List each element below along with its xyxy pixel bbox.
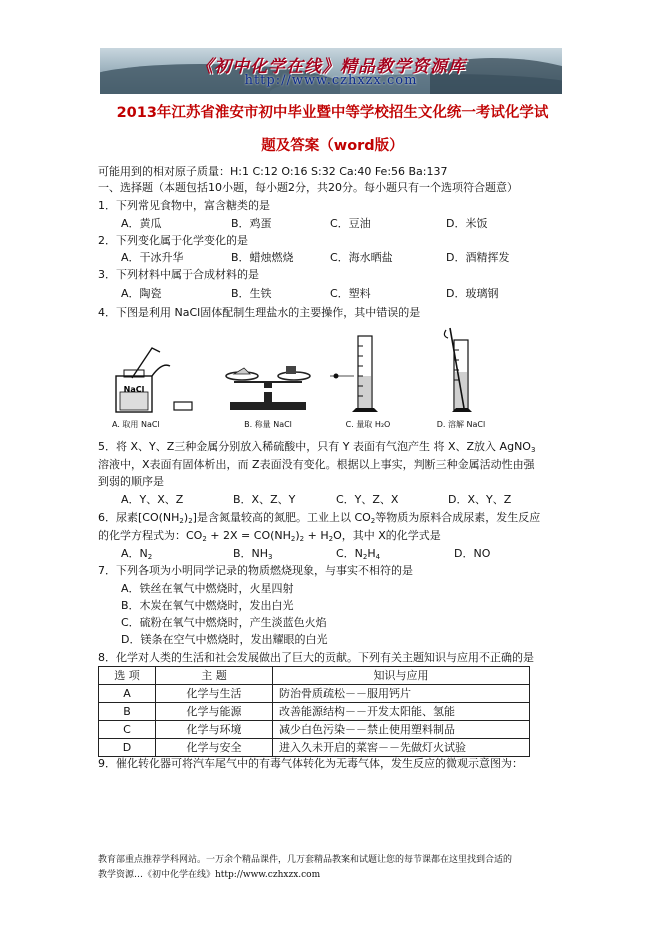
question-7-option-a[interactable]: A．铁丝在氧气中燃烧时，火星四射: [121, 582, 294, 595]
question-2-option-c[interactable]: C．海水晒盐: [330, 251, 393, 264]
question-8-table: [98, 666, 530, 757]
banner-url[interactable]: http://www.czhxzx.com: [244, 73, 418, 88]
question-9-stem: 9．催化转化器可将汽车尾气中的有毒气体转化为无毒气体，发生反应的微观示意图为：: [98, 757, 523, 770]
table-cell-knowledge: 防治骨质疏松－－服用钙片: [273, 685, 530, 703]
question-7-option-b[interactable]: B．木炭在氧气中燃烧时，发出白光: [121, 599, 294, 612]
question-3-option-c[interactable]: C．塑料: [330, 287, 371, 300]
graduated-cylinder-drawing: [330, 326, 406, 418]
figure-c-measure-water[interactable]: [330, 326, 406, 430]
question-4-figure-row: [112, 326, 492, 430]
table-cell-knowledge: 改善能源结构－－开发太阳能、氢能: [273, 703, 530, 721]
question-2-option-b[interactable]: B．蜡烛燃烧: [231, 251, 294, 264]
question-7-stem: 7．下列各项为小明同学记录的物质燃烧现象，与事实不相符的是: [98, 564, 413, 577]
table-cell-topic: 化学与能源: [156, 703, 273, 721]
balance-drawing: [220, 326, 316, 418]
table-cell-option: B: [99, 703, 156, 721]
question-2-option-d[interactable]: D．酒精挥发: [446, 251, 510, 264]
question-5-line1: 5．将 X、Y、Z三种金属分别放入稀硫酸中，只有 Y 表面有气泡产生 将 X、Z放入 AgNO$_3$: [98, 440, 536, 454]
question-5-option-a[interactable]: A．Y、X、Z: [121, 493, 184, 506]
section-heading: 一、选择题（本题包括10小题，每小题2分，共20分。每小题只有一个选项符合题意）: [98, 181, 518, 194]
question-6-option-c[interactable]: C．$N_2H_4$: [336, 547, 381, 561]
question-7-option-d[interactable]: D．镁条在空气中燃烧时，发出耀眼的白光: [121, 633, 328, 646]
figure-d-caption: D. 溶解 NaCl: [436, 420, 486, 429]
question-3-option-b[interactable]: B．生铁: [231, 287, 272, 300]
figure-a-take-nacl[interactable]: [112, 326, 204, 430]
question-7-option-c[interactable]: C．硫粉在氧气中燃烧时，产生淡蓝色火焰: [121, 616, 327, 629]
figure-a-caption: A. 取用 NaCl: [112, 420, 160, 429]
table-header-knowledge: 知识与应用: [273, 667, 530, 685]
table-row[interactable]: [99, 721, 530, 739]
question-5-option-c[interactable]: C．Y、Z、X: [336, 493, 399, 506]
footer-line1: 教育部重点推荐学科网站。一万余个精品课件，几万套精品教案和试题让您的每节课都在这里找到合适的: [98, 855, 513, 865]
header-banner: [100, 48, 562, 94]
question-6-line1: 6．尿素$[CO(NH_2)_2]$是含氮量较高的氮肥。工业上以 $CO_2$等物质为原料合成尿素，发生反应: [98, 511, 541, 525]
document-title-line1: 2013年江苏省淮安市初中毕业暨中等学校招生文化统一考试化学试: [116, 105, 549, 121]
bottle-and-spatula-drawing: [112, 326, 204, 418]
question-1-stem: 1．下列常见食物中，富含糖类的是: [98, 199, 270, 212]
question-5-option-d[interactable]: D．X、Y、Z: [448, 493, 512, 506]
question-1-option-c[interactable]: C．豆油: [330, 217, 371, 230]
question-1-option-d[interactable]: D．米饭: [446, 217, 488, 230]
question-5-line3: 到弱的顺序是: [98, 475, 164, 488]
question-2-stem: 2．下列变化属于化学变化的是: [98, 234, 248, 247]
figure-b-weigh-nacl[interactable]: [220, 326, 316, 430]
table-header-row: [99, 667, 530, 685]
document-title-line2: 题及答案（word版）: [261, 138, 404, 154]
table-row[interactable]: [99, 685, 530, 703]
question-8-stem: 8．化学对人类的生活和社会发展做出了巨大的贡献。下列有关主题知识与应用不正确的是: [98, 651, 534, 664]
question-6-option-b[interactable]: B．$NH_3$: [233, 547, 273, 561]
table-cell-topic: 化学与环境: [156, 721, 273, 739]
figure-c-caption: C. 量取 H₂O: [345, 420, 391, 429]
table-cell-topic: 化学与生活: [156, 685, 273, 703]
question-5-option-b[interactable]: B．X、Z、Y: [233, 493, 296, 506]
table-cell-option: C: [99, 721, 156, 739]
question-1-option-b[interactable]: B．鸡蛋: [231, 217, 272, 230]
bottle-label-nacl: NaCl: [123, 385, 145, 394]
footer-line2[interactable]: 教学资源…《初中化学在线》http://www.czhxzx.com: [98, 870, 321, 880]
table-row[interactable]: [99, 739, 530, 757]
atomic-masses: 可能用到的相对原子质量：H:1 C:12 O:16 S:32 Ca:40 Fe:56 Ba:137: [98, 165, 448, 178]
question-6-option-d[interactable]: D．NO: [454, 547, 491, 560]
table-row[interactable]: [99, 703, 530, 721]
table-cell-knowledge: 减少白色污染－－禁止使用塑料制品: [273, 721, 530, 739]
question-1-option-a[interactable]: A．黄瓜: [121, 217, 162, 230]
question-3-option-a[interactable]: A．陶瓷: [121, 287, 162, 300]
table-cell-knowledge: 进入久未开启的菜窖－－先做灯火试验: [273, 739, 530, 757]
question-3-option-d[interactable]: D．玻璃钢: [446, 287, 499, 300]
figure-d-dissolve-nacl[interactable]: [430, 326, 492, 430]
question-2-option-a[interactable]: A．干冰升华: [121, 251, 184, 264]
table-header-option: 选 项: [99, 667, 156, 685]
question-3-stem: 3．下列材料中属于合成材料的是: [98, 268, 259, 281]
question-6-line2: 的化学方程式为：$CO_2 + 2X = CO(NH_2)_2 + H_2O$，其中 X的化学式是: [98, 529, 441, 543]
question-4-stem: 4．下图是利用 NaCl固体配制生理盐水的主要操作，其中错误的是: [98, 306, 421, 319]
question-6-option-a[interactable]: A．$N_2$: [121, 547, 153, 561]
cylinder-stirring-drawing: [430, 326, 492, 418]
table-header-topic: 主 题: [156, 667, 273, 685]
figure-b-caption: B. 称量 NaCl: [244, 420, 292, 429]
question-5-line2: 溶液中，X表面有固体析出，而 Z表面没有变化。根据以上事实，判断三种金属活动性由强: [98, 458, 535, 471]
table-cell-option: A: [99, 685, 156, 703]
banner-title: 《初中化学在线》精品教学资源库: [196, 57, 466, 77]
table-cell-topic: 化学与安全: [156, 739, 273, 757]
table-cell-option: D: [99, 739, 156, 757]
